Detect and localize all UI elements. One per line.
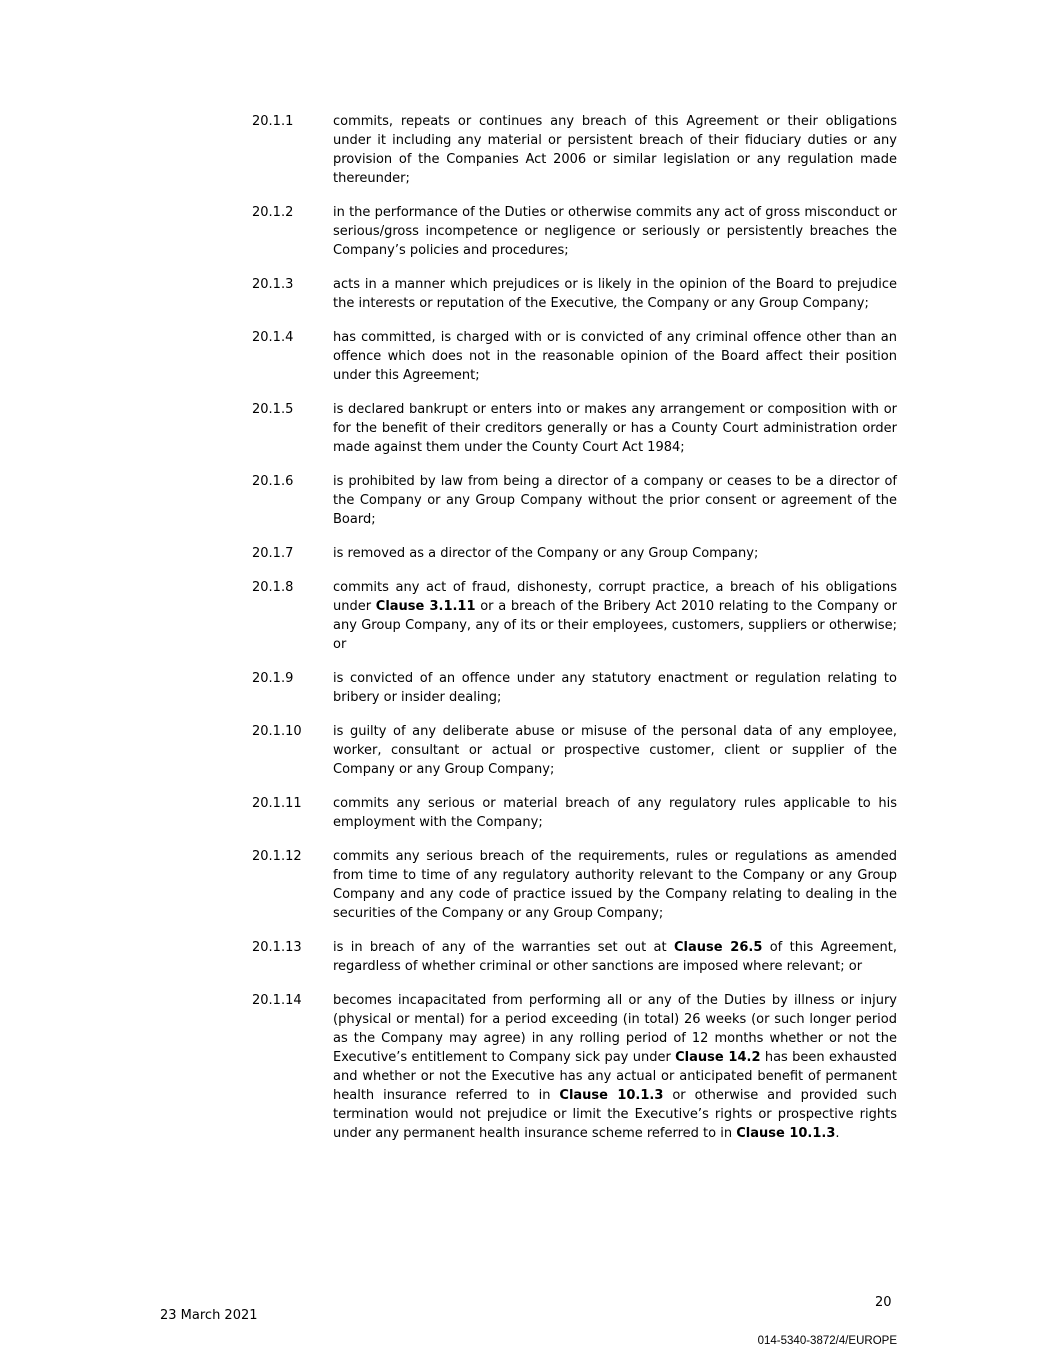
clause-text: commits any serious or material breach of any regulatory rules applicable to his employment with the Company; [333, 796, 897, 830]
clause-number: 20.1.2 [252, 205, 294, 220]
clause-item [252, 991, 897, 1143]
clause-number: 20.1.10 [252, 724, 302, 739]
clause-text: in the performance of the Duties or otherwise commits any act of gross misconduct or serious/gross incompetence or negligence or seriously or persistently breaches the Company’s policies and procedures; [333, 205, 897, 258]
clause-text: acts in a manner which prejudices or is likely in the opinion of the Board to prejudice the interests or reputation of the Executive, the Company or any Group Company; [333, 277, 897, 311]
footer-date: 23 March 2021 [160, 1308, 258, 1323]
clause-text: is convicted of an offence under any statutory enactment or regulation relating to bribery or insider dealing; [333, 671, 897, 705]
clause-text: is guilty of any deliberate abuse or misuse of the personal data of any employee, worker, consultant or actual or prospective customer, client or supplier of the Company or any Group Company; [333, 724, 897, 777]
clause-number: 20.1.11 [252, 796, 302, 811]
clause-item [252, 669, 897, 707]
clause-number: 20.1.9 [252, 671, 294, 686]
clause-number: 20.1.4 [252, 330, 294, 345]
clause-number: 20.1.6 [252, 474, 294, 489]
clause-item [252, 472, 897, 529]
page-number: 20 [875, 1295, 892, 1310]
clause-number: 20.1.7 [252, 546, 294, 561]
clause-list [252, 112, 897, 1143]
clause-text: has committed, is charged with or is convicted of any criminal offence other than an offence which does not in the reasonable opinion of the Board affect their position under this Agreement; [333, 330, 897, 383]
clause-number: 20.1.1 [252, 114, 294, 129]
clause-text: is removed as a director of the Company or any Group Company; [333, 546, 759, 561]
clause-item [252, 847, 897, 923]
clause-item [252, 578, 897, 654]
clause-text: commits any serious breach of the requirements, rules or regulations as amended from time to time of any regulatory authority relevant to the Company or any Group Company and any code of practice issued by the Company relating to dealing in the securities of the Company or any Group Company; [333, 849, 897, 921]
clause-item [252, 722, 897, 779]
clause-item [252, 275, 897, 313]
clause-text: is in breach of any of the warranties set out at Clause 26.5 of this Agreement, regardless of whether criminal or other sanctions are imposed where relevant; or [333, 940, 897, 974]
clause-item [252, 938, 897, 976]
clause-item [252, 400, 897, 457]
clause-number: 20.1.12 [252, 849, 302, 864]
document-reference: 014-5340-3872/4/EUROPE [757, 1335, 897, 1347]
clause-number: 20.1.8 [252, 580, 294, 595]
clause-text: becomes incapacitated from performing all or any of the Duties by illness or injury (physical or mental) for a period exceeding (in total) 26 weeks (or such longer period as the Company may agree) in any rolling period of 12 months whether or not the Executive’s entitlement to Company sick pay under Clause 14.2 has been exhausted and whether or not the Executive has any actual or anticipated benefit of permanent health insurance referred to in Clause 10.1.3 or otherwise and provided such termination would not prejudice or limit the Executive’s rights or prospective rights under any permanent health insurance scheme referred to in Clause 10.1.3. [333, 993, 898, 1141]
clause-number: 20.1.3 [252, 277, 294, 292]
clause-item [252, 112, 897, 188]
clause-item [252, 794, 897, 832]
clause-item [252, 328, 897, 385]
clause-number: 20.1.5 [252, 402, 294, 417]
clause-text: commits, repeats or continues any breach of this Agreement or their obligations under it including any material or persistent breach of their fiduciary duties or any provision of the Companies Act 2006 or similar legislation or any regulation made thereunder; [333, 114, 897, 186]
clause-item [252, 544, 897, 563]
clause-text: is declared bankrupt or enters into or makes any arrangement or composition with or for the benefit of their creditors generally or has a County Court administration order made against them under the County Court Act 1984; [333, 402, 897, 455]
clause-item [252, 203, 897, 260]
clause-text: commits any act of fraud, dishonesty, corrupt practice, a breach of his obligations under Clause 3.1.11 or a breach of the Bribery Act 2010 relating to the Company or any Group Company, any of its or their employees, customers, suppliers or otherwise; or [333, 580, 897, 652]
clause-number: 20.1.13 [252, 940, 302, 955]
clause-text: is prohibited by law from being a director of a company or ceases to be a director of the Company or any Group Company without the prior consent or agreement of the Board; [333, 474, 897, 527]
clause-number: 20.1.14 [252, 993, 302, 1008]
